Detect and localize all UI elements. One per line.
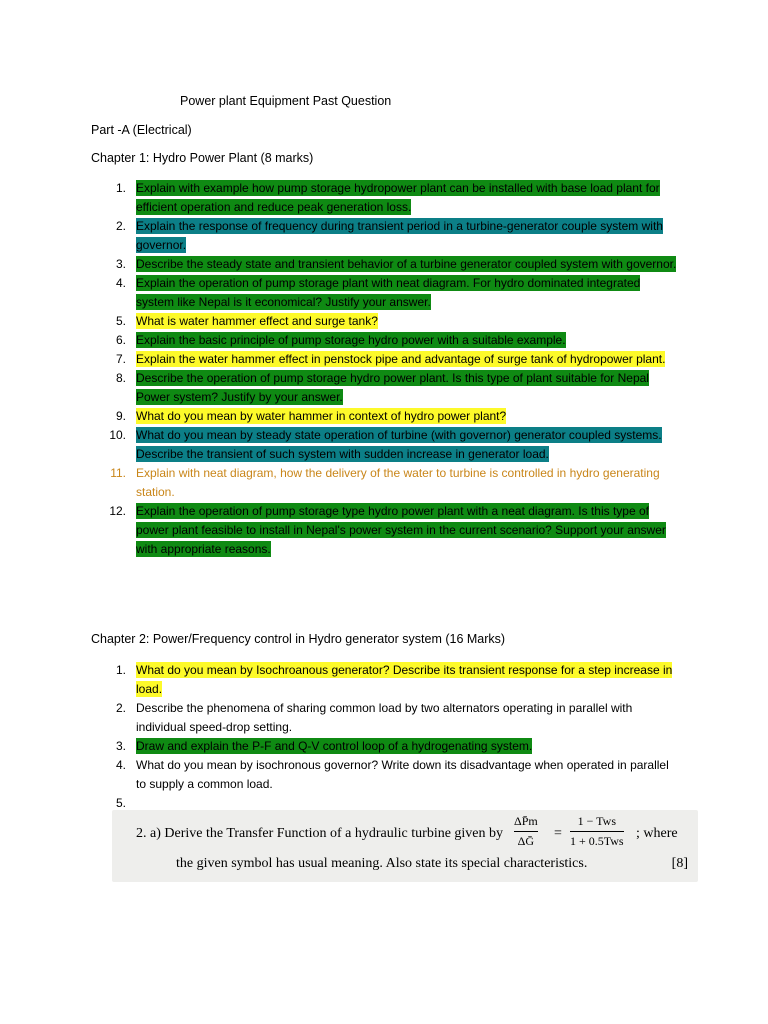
question-text: What is water hammer effect and surge tank?	[136, 314, 378, 328]
lhs-denominator: ΔḠ	[517, 834, 535, 848]
question-item	[98, 274, 678, 312]
question-item	[98, 331, 678, 350]
question-item	[98, 426, 678, 464]
question-item	[98, 179, 678, 217]
chapter2-question-list	[98, 661, 678, 810]
chapter2-heading: Chapter 2: Power/Frequency control in Hydro generator system (16 Marks)	[91, 632, 506, 646]
question-text: Explain the response of frequency during transient period in a turbine-generator couple system with governor.	[136, 219, 663, 252]
question-number: 11.	[110, 466, 126, 480]
question-number: 4.	[115, 758, 126, 772]
question-number: 5.	[115, 314, 126, 328]
scanned-question-text: 2. a) Derive the Transfer Function of a hydraulic turbine given by	[136, 826, 504, 841]
question-item	[98, 369, 678, 407]
question-text: Describe the steady state and transient behavior of a turbine generator coupled system with governor.	[136, 257, 677, 271]
lhs-fraction	[514, 814, 538, 849]
question-number: 9.	[115, 409, 126, 423]
part-heading: Part -A (Electrical)	[91, 123, 192, 137]
question-text: Draw and explain the P-F and Q-V control loop of a hydrogenating system.	[136, 739, 533, 753]
lhs-numerator: ΔP̄m	[514, 814, 538, 828]
question-number: 5.	[115, 796, 126, 810]
rhs-denominator: 1 + 0.5Tws	[570, 834, 624, 848]
question-item	[98, 756, 678, 794]
question-text: Explain with example how pump storage hydropower plant can be installed with base load plant for efficient operation and reduce peak generation loss.	[136, 181, 660, 214]
question-text: What do you mean by water hammer in context of hydro power plant?	[136, 409, 507, 423]
question-number: 8.	[115, 371, 126, 385]
question-item	[98, 255, 678, 274]
chapter1-heading: Chapter 1: Hydro Power Plant (8 marks)	[91, 151, 314, 165]
marks-label: [8]	[671, 856, 688, 871]
question-text: What do you mean by Isochroanous generator? Describe its transient response for a step increase in load.	[136, 663, 673, 696]
question-item	[98, 217, 678, 255]
question-number: 2.	[115, 701, 126, 715]
question-number: 4.	[115, 276, 126, 290]
question-number: 1.	[115, 663, 126, 677]
scanned-question-image	[112, 810, 698, 882]
question-item	[98, 661, 678, 699]
question-number: 2.	[115, 219, 126, 233]
question-text: Explain the water hammer effect in penstock pipe and advantage of surge tank of hydropower plant.	[136, 352, 666, 366]
question-item	[98, 407, 678, 426]
question-number: 1.	[115, 181, 126, 195]
question-item	[98, 699, 678, 737]
question-item	[98, 502, 678, 559]
rhs-fraction	[570, 814, 624, 849]
question-text: Explain the operation of pump storage type hydro power plant with a neat diagram. Is this type of power plant feasible to install in Nepal's power system in the current scenario? Support your answer with appropriate reasons.	[136, 504, 666, 556]
question-text: What do you mean by isochronous governor? Write down its disadvantage when operated in parallel to supply a common load.	[136, 758, 669, 791]
question-item	[98, 464, 678, 502]
question-item	[98, 737, 678, 756]
question-text: What do you mean by steady state operation of turbine (with governor) generator coupled systems. Describe the transient of such system with sudden increase in generator load.	[136, 428, 662, 461]
question-text: Describe the operation of pump storage hydro power plant. Is this type of plant suitable for Nepal Power system? Justify by your answer.	[136, 371, 649, 404]
question-text: Explain with neat diagram, how the delivery of the water to turbine is controlled in hydro generating station.	[136, 466, 660, 499]
question-number: 6.	[115, 333, 126, 347]
question-number: 3.	[115, 739, 126, 753]
equals-sign: =	[554, 826, 562, 841]
question-number: 3.	[115, 257, 126, 271]
question-number: 10.	[109, 428, 126, 442]
question-text: Explain the basic principle of pump storage hydro power with a suitable example.	[136, 333, 566, 347]
chapter1-question-list	[98, 179, 678, 559]
question-item	[98, 350, 678, 369]
question-text: Describe the phenomena of sharing common load by two alternators operating in parallel with individual speed-drop setting.	[136, 701, 633, 734]
scanned-question-line2: the given symbol has usual meaning. Also state its special characteristics.	[176, 856, 588, 871]
question-number: 12.	[109, 504, 126, 518]
scanned-question-suffix: ; where	[636, 826, 678, 841]
question-text: Explain the operation of pump storage plant with neat diagram. For hydro dominated integrated system like Nepal is it economical? Justify your answer.	[136, 276, 641, 309]
document-title: Power plant Equipment Past Question	[180, 94, 392, 108]
rhs-numerator: 1 − Tws	[577, 814, 616, 828]
question-item	[98, 312, 678, 331]
question-number: 7.	[115, 352, 126, 366]
